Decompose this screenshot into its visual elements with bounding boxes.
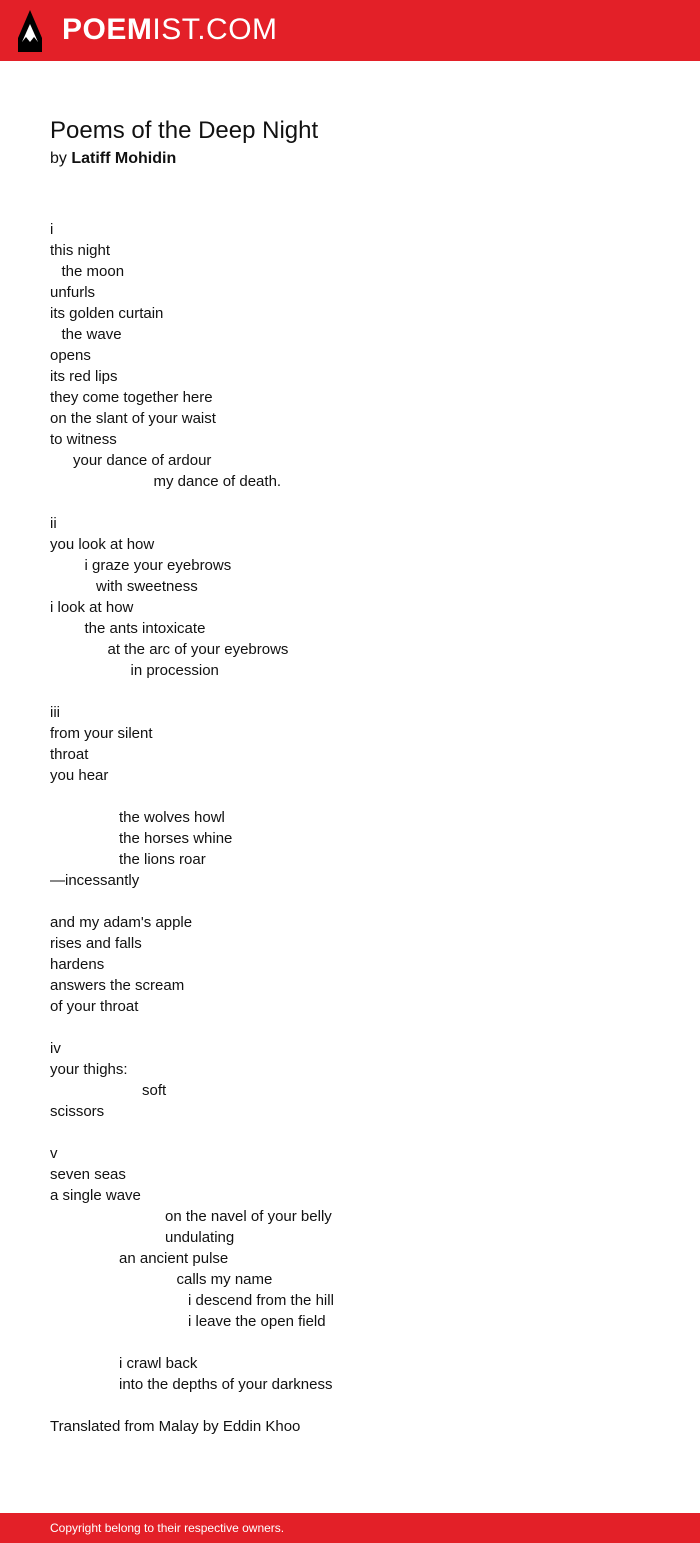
poem-line: your dance of ardour <box>73 452 212 469</box>
poem-line: the moon <box>61 263 125 280</box>
author-name: Latiff Mohidin <box>71 150 177 167</box>
poem-line: calls my name <box>176 1271 273 1288</box>
poem-line: the ants intoxicate <box>84 620 206 637</box>
poem-line: the lions roar <box>119 851 206 868</box>
poem-line: in procession <box>130 662 219 679</box>
poem-line: soft <box>142 1082 167 1099</box>
poem-line: the wave <box>61 326 122 343</box>
poem-line: a single wave <box>50 1187 141 1204</box>
poem-line: with sweetness <box>96 578 198 595</box>
copyright-text: Copyright belong to their respective owners. <box>50 1521 285 1535</box>
logo-rest-text: IST.COM <box>152 13 278 46</box>
poem-line: its red lips <box>50 368 118 385</box>
byline <box>50 148 176 170</box>
poem-line: this night <box>50 242 111 259</box>
poem-line: i look at how <box>50 599 134 616</box>
poem-line: ii <box>50 515 57 532</box>
poem-title: Poems of the Deep Night <box>50 117 319 144</box>
poem-line: the wolves howl <box>119 809 225 826</box>
poem-line: your thighs: <box>50 1061 128 1078</box>
poem-line: throat <box>50 746 89 763</box>
poem-line: and my adam's apple <box>50 914 193 931</box>
poem-blank-line <box>50 1017 670 1038</box>
poem-line: answers the scream <box>50 977 185 994</box>
poem-line: into the depths of your darkness <box>119 1376 333 1393</box>
poem-line: on the slant of your waist <box>50 410 216 427</box>
poem-line: its golden curtain <box>50 305 164 322</box>
poem-line: scissors <box>50 1103 105 1120</box>
poem-line: undulating <box>165 1229 235 1246</box>
poem-line: v <box>50 1145 58 1162</box>
poem-line: you hear <box>50 767 109 784</box>
poem-line: i descend from the hill <box>188 1292 334 1309</box>
poem-line: unfurls <box>50 284 96 301</box>
poem-line: to witness <box>50 431 117 448</box>
site-header <box>0 0 700 61</box>
poem-line: iv <box>50 1040 61 1057</box>
by-label: by <box>50 150 67 167</box>
poem-line: i graze your eyebrows <box>84 557 232 574</box>
logo-bold-text: POEM <box>62 13 153 46</box>
poem-line: of your throat <box>50 998 139 1015</box>
poem-line: my dance of death. <box>153 473 282 490</box>
poem-line: you look at how <box>50 536 155 553</box>
poem-line: hardens <box>50 956 105 973</box>
poem-line: the horses whine <box>119 830 233 847</box>
poem-line: opens <box>50 347 91 364</box>
poem-line: rises and falls <box>50 935 142 952</box>
poem-line: seven seas <box>50 1166 126 1183</box>
poem-line: on the navel of your belly <box>165 1208 332 1225</box>
poem-blank-line <box>50 1395 670 1416</box>
poem-line: —incessantly <box>50 872 140 889</box>
poem-line: from your silent <box>50 725 153 742</box>
poem-blank-line <box>50 492 670 513</box>
poem-line: at the arc of your eyebrows <box>107 641 289 658</box>
poem-blank-line <box>50 681 670 702</box>
site-logo[interactable] <box>62 12 278 48</box>
poem-line: i <box>50 221 54 238</box>
poem-blank-line <box>50 1122 670 1143</box>
poem-blank-line <box>50 1332 670 1353</box>
poem-line: iii <box>50 704 60 721</box>
poem-blank-line <box>50 891 670 912</box>
poem-line: an ancient pulse <box>119 1250 229 1267</box>
poem-line: i leave the open field <box>188 1313 326 1330</box>
pencil-icon[interactable] <box>16 10 44 52</box>
poem-blank-line <box>50 786 670 807</box>
poem-line: i crawl back <box>119 1355 198 1372</box>
poem-line: they come together here <box>50 389 213 406</box>
poem-line: Translated from Malay by Eddin Khoo <box>50 1418 301 1435</box>
poem-body <box>50 219 670 1437</box>
site-footer <box>0 1513 700 1543</box>
